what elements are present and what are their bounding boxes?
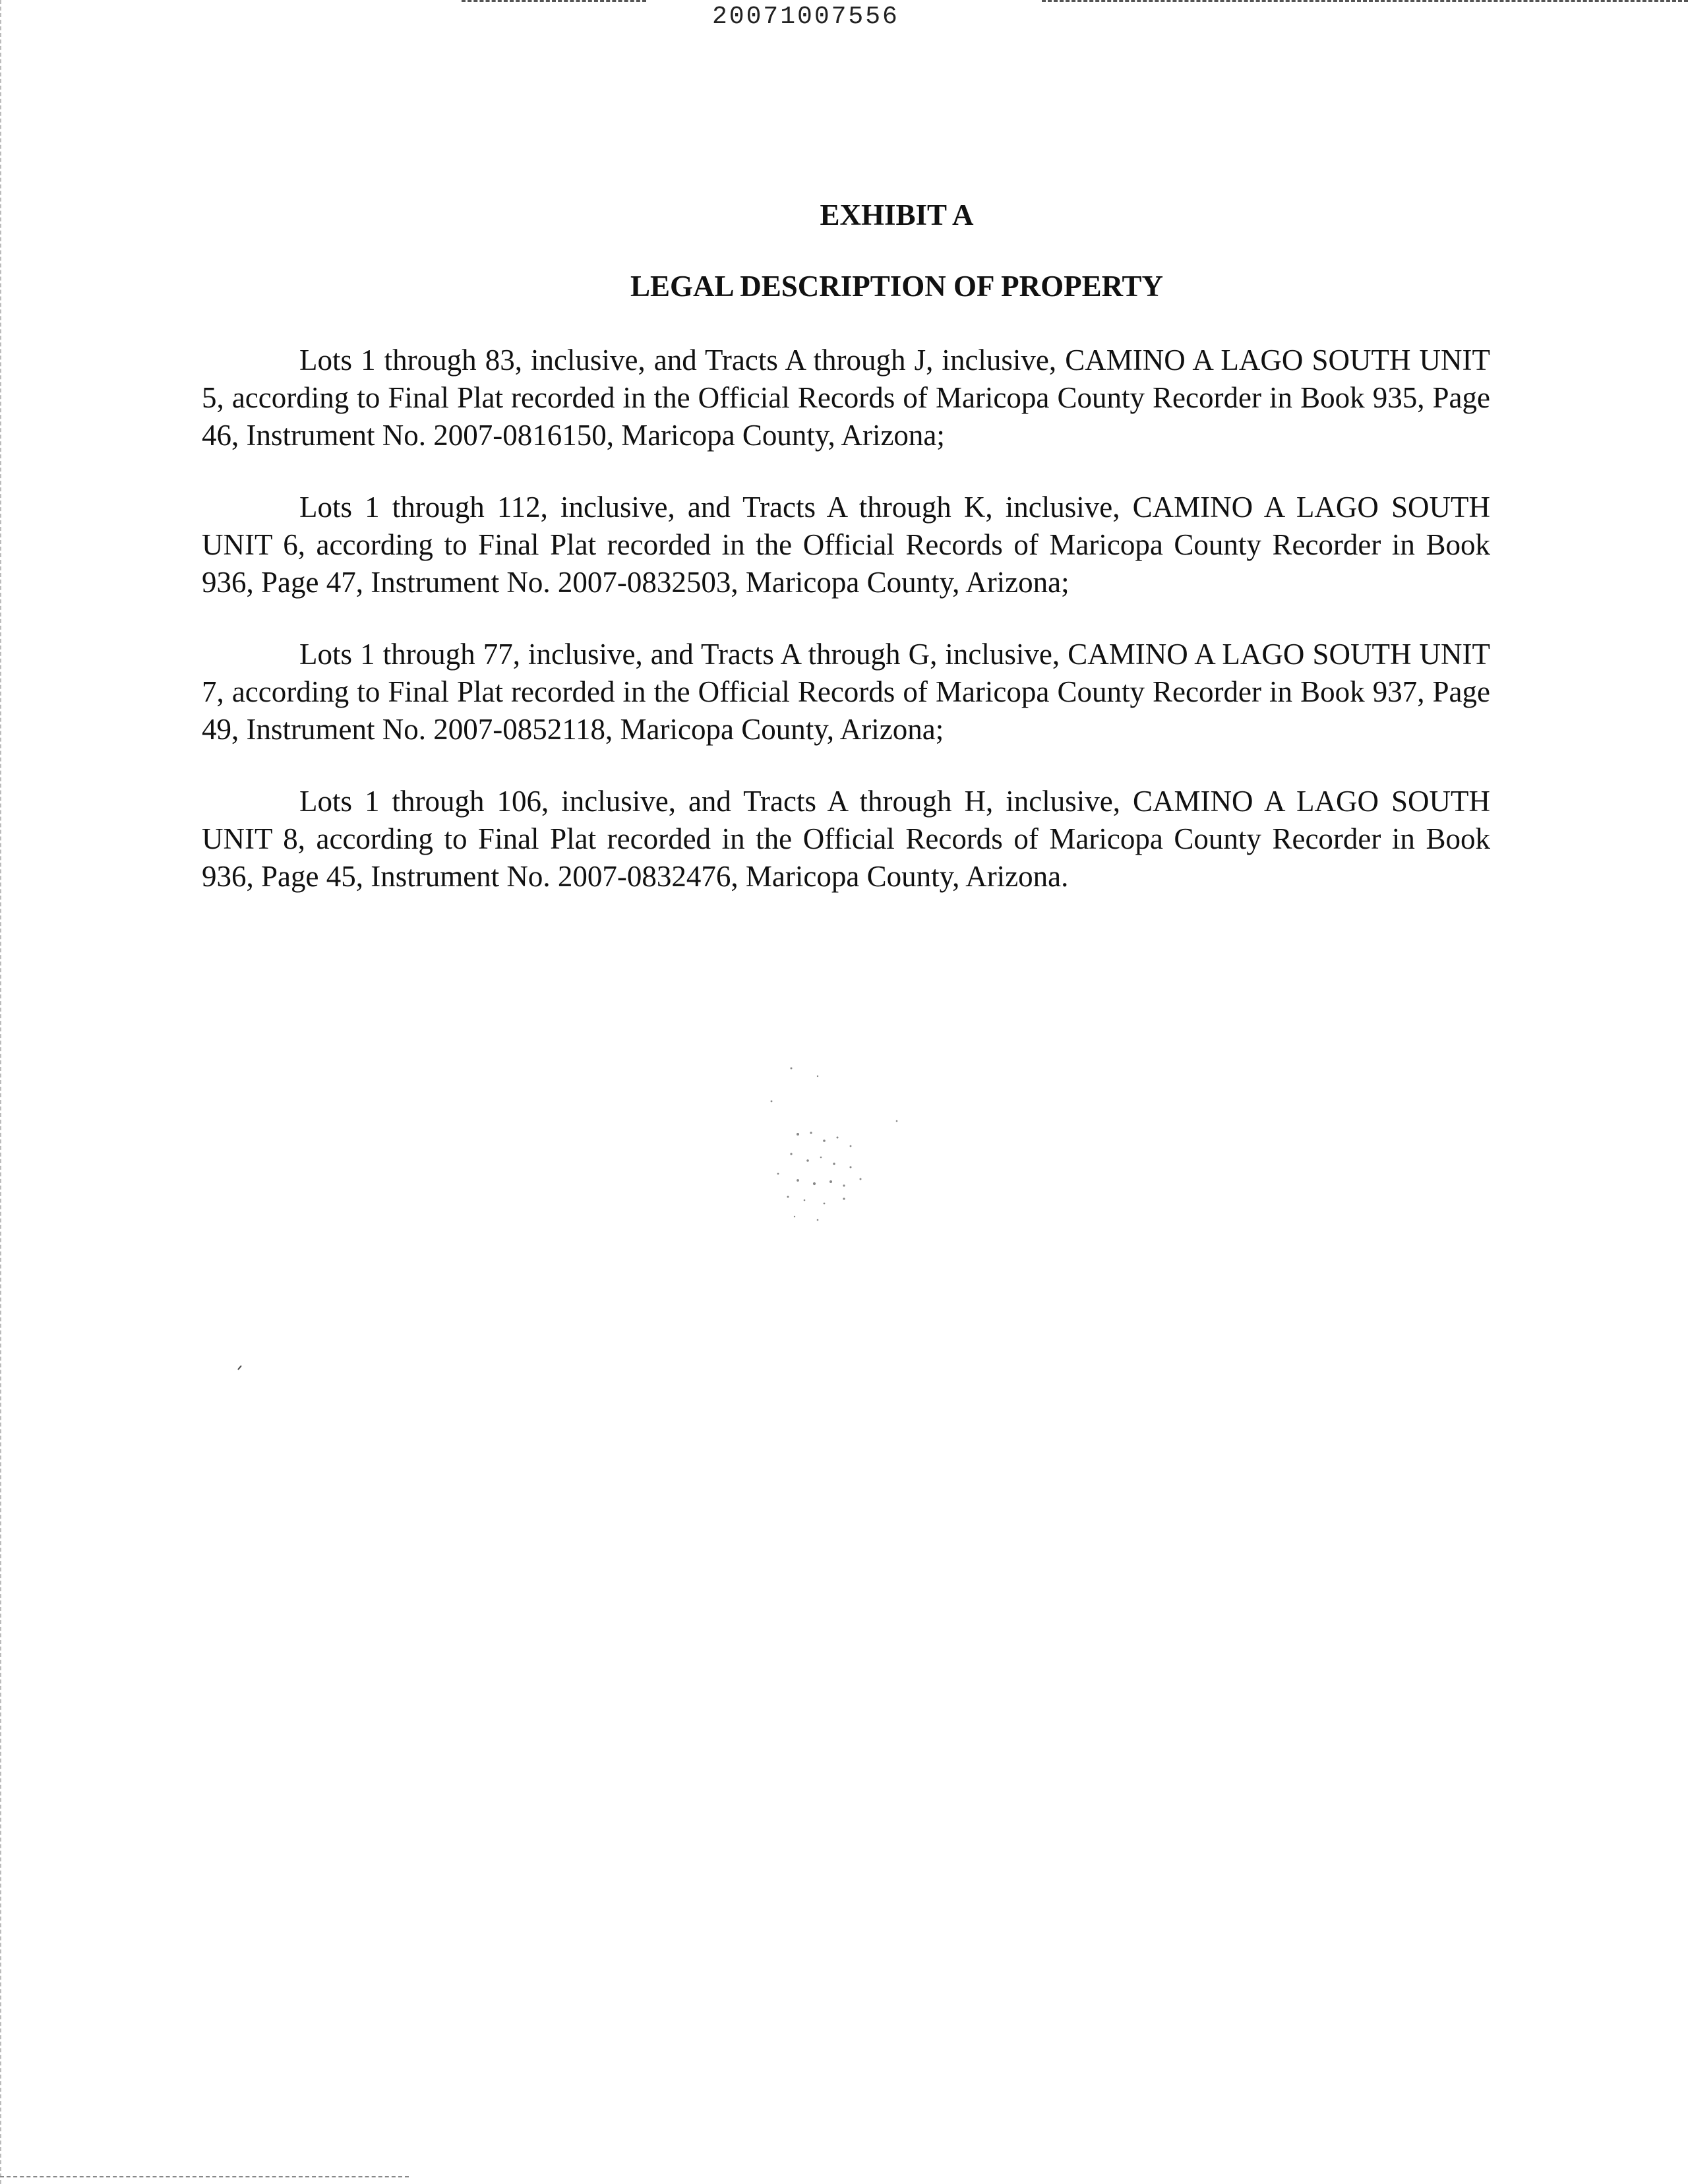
scan-edge-left	[0, 0, 1, 2184]
scan-edge-bottom	[0, 2176, 409, 2177]
scan-edge-top-right	[1042, 0, 1688, 2]
faint-seal-speckle	[752, 1062, 910, 1246]
scan-edge-top-left	[462, 0, 646, 2]
legal-description-body	[202, 342, 1490, 930]
property-paragraph-unit-7: Lots 1 through 77, inclusive, and Tracts A through G, inclusive, CAMINO A LAGO SOUTH UNIT 7, according to Final Plat recorded in the Official Records of Maricopa County Recorder in Book 937, Page 49, Instrument No. 2007-0852118, Maricopa County, Arizona;	[202, 638, 1490, 746]
document-number: 20071007556	[712, 3, 899, 31]
property-paragraph-unit-6: Lots 1 through 112, inclusive, and Tracts A through K, inclusive, CAMINO A LAGO SOUTH UNIT 6, according to Final Plat recorded in the Official Records of Maricopa County Recorder in Book 936, Page 47, Instrument No. 2007-0832503, Maricopa County, Arizona;	[202, 491, 1490, 599]
property-paragraph-unit-8: Lots 1 through 106, inclusive, and Tracts A through H, inclusive, CAMINO A LAGO SOUTH UNIT 8, according to Final Plat recorded in the Official Records of Maricopa County Recorder in Book 936, Page 45, Instrument No. 2007-0832476, Maricopa County, Arizona.	[202, 785, 1490, 893]
stray-ink-mark	[237, 1365, 243, 1370]
legal-description-heading: LEGAL DESCRIPTION OF PROPERTY	[630, 270, 1164, 303]
exhibit-title: EXHIBIT A	[820, 198, 974, 231]
property-paragraph-unit-5: Lots 1 through 83, inclusive, and Tracts A through J, inclusive, CAMINO A LAGO SOUTH UNIT 5, according to Final Plat recorded in the Official Records of Maricopa County Recorder in Book 935, Page 46, Instrument No. 2007-0816150, Maricopa County, Arizona;	[202, 344, 1490, 452]
